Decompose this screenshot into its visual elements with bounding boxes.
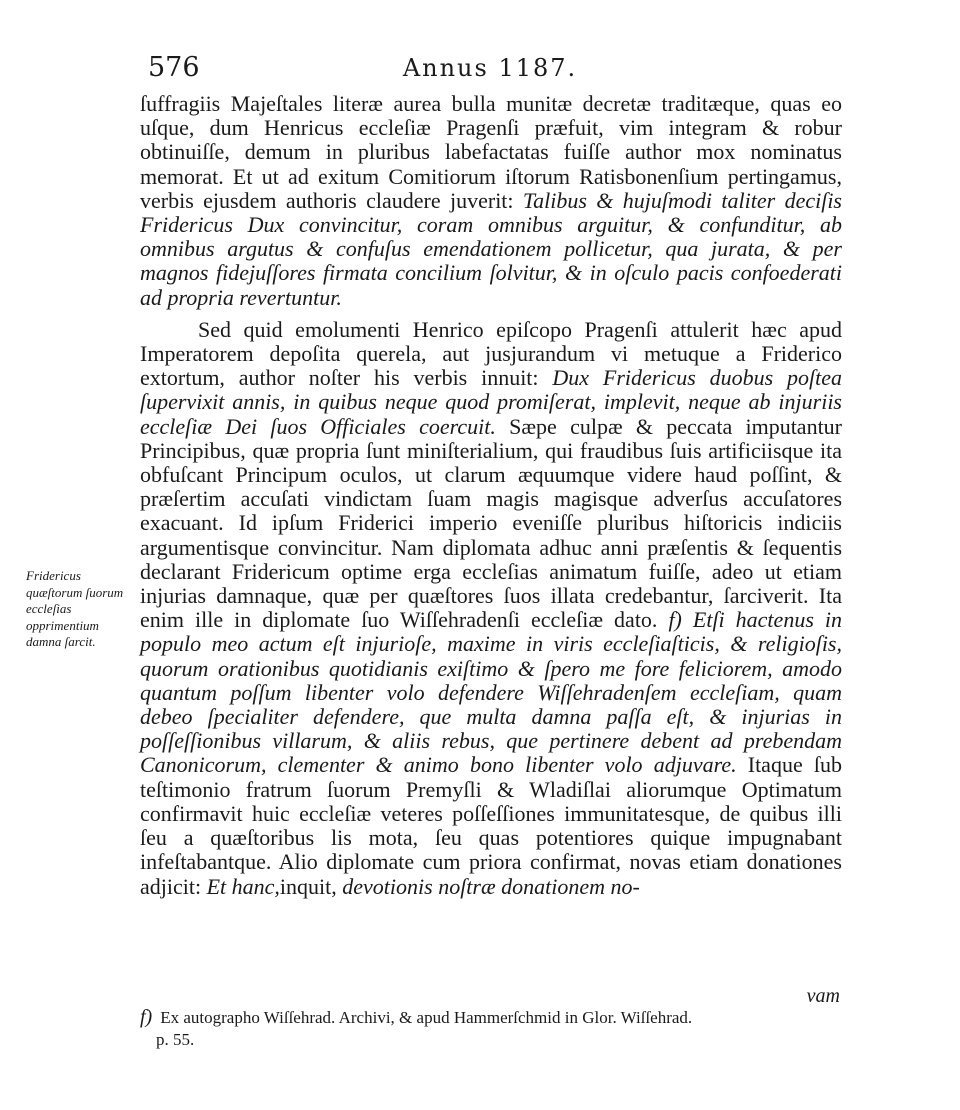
footnote-reference: f) — [668, 607, 682, 633]
paragraph-1-quote: Talibus & hujuſmodi taliter deciſis Fridericus Dux convincitur, coram omnibus arguitur, & confunditur, ab omnibus argutus & confuſus emendationem pollicetur, qua jurata, & per magnos fidejuſſores firmata concilium ſolvitur, & in oſculo pacis confoederati ad propria revertuntur. — [140, 187, 842, 310]
paragraph-2-quote-b: Etſi hactenus in populo meo actum eſt injurioſe, maxime in viris eccleſiaſticis, & religioſis, quorum orationibus quotidianis exiſtimo & ſpero me fore feliciorem, amodo quantum poſſum libenter volo defendere Wiſſehradenſem eccleſiam, quam debeo ſpecialiter defendere, que multa damna paſſa eſt, & injurias in poſſeſſionibus villarum, & aliis rebus, que pertinere debent ad prebendam Canonicorum, clementer & animo bono libenter volo adjuvare. — [140, 607, 842, 778]
paragraph-1-text: ſuffragiis Majeſtales literæ aurea bulla munitæ decretæ traditæque, quas eo uſque, dum Henricus eccleſiæ Pragenſi præfuit, vim integram & robur obtinuiſſe, demum in pluribus labefactatas fuiſſe author mox nominatus memorat. Et ut ad exitum Comitiorum iſtorum Ratisbonenſium pertingamus, verbis ejusdem authoris claudere juverit: — [140, 91, 842, 213]
paragraph-2-text-d: inquit, — [279, 873, 343, 899]
footnote-line-1: Ex autographo Wiſſehrad. Archivi, & apud Hammerſchmid in Glor. Wiſſehrad. — [160, 1008, 693, 1027]
paragraph-2-text-a: Sed quid emolumenti Henrico epiſcopo Pragenſi attulerit hæc apud Imperatorem depoſita querela, aut jusjurandum vi metuque a Friderico extortum, author noſter his verbis innuit: — [140, 316, 842, 391]
catchword: vam — [806, 985, 840, 1007]
main-text — [140, 92, 842, 899]
paragraph-2-quote-d: devotionis noſtræ donationem no- — [342, 873, 640, 899]
paragraph-2-text-c: Itaque ſub teſtimonio fratrum ſuorum Premyſli & Wladiſlai aliorumque Optimatum confirmavit huic eccleſiæ veteres poſſeſſiones immunitatesque, de quibus illi ſeu a quæſtoribus lis mota, ſeu quas potentiores quique impugnabant infeſtabantque. Alio diplomate cum priora confirmat, novas etiam donationes adjicit: — [140, 752, 842, 899]
paragraph-2-quote-a: Dux Fridericus duobus poſtea ſupervixit annis, in quibus neque quod promiſerat, implevit, neque ab injuriis eccleſiæ Dei ſuos Officiales coercuit. — [140, 365, 842, 439]
footnote-line-2: p. 55. — [156, 1030, 195, 1049]
paragraph-2 — [140, 318, 842, 899]
page-number: 576 — [148, 52, 200, 83]
footnote — [140, 1006, 840, 1051]
running-head: Annus 1187. — [402, 54, 578, 82]
paragraph-1 — [140, 92, 842, 310]
paragraph-2-text-b: Sæpe culpæ & peccata imputantur Principibus, quæ propria ſunt miniſterialium, qui fraudibus ſuis artificiisque ita obfuſcant Principum oculos, ut clarum æquumque videre haud poſſint, & præſertim accuſati vindictam ſuam magis magisque adverſus accuſatores exacuant. Id ipſum Friderici imperio eveniſſe pluribus hiſtoricis indiciis argumentisque convincitur. Nam diplomata adhuc anni præſentis & ſequentis declarant Fridericum optime erga eccleſias animatum fuiſſe, adeo ut etiam injurias damnaque, quæ per quæſtores ſuos illata credebantur, ſarciverit. Ita enim ille in diplomate ſuo Wiſſehradenſi eccleſiæ dato. — [140, 413, 843, 633]
margin-note: Fridericus quæſtorum ſuorum eccleſias opprimentium damna ſarcit. — [26, 568, 124, 649]
footnote-mark: f) — [140, 1006, 153, 1028]
paragraph-2-quote-c: Et hanc, — [206, 873, 280, 899]
page-header — [140, 52, 840, 92]
